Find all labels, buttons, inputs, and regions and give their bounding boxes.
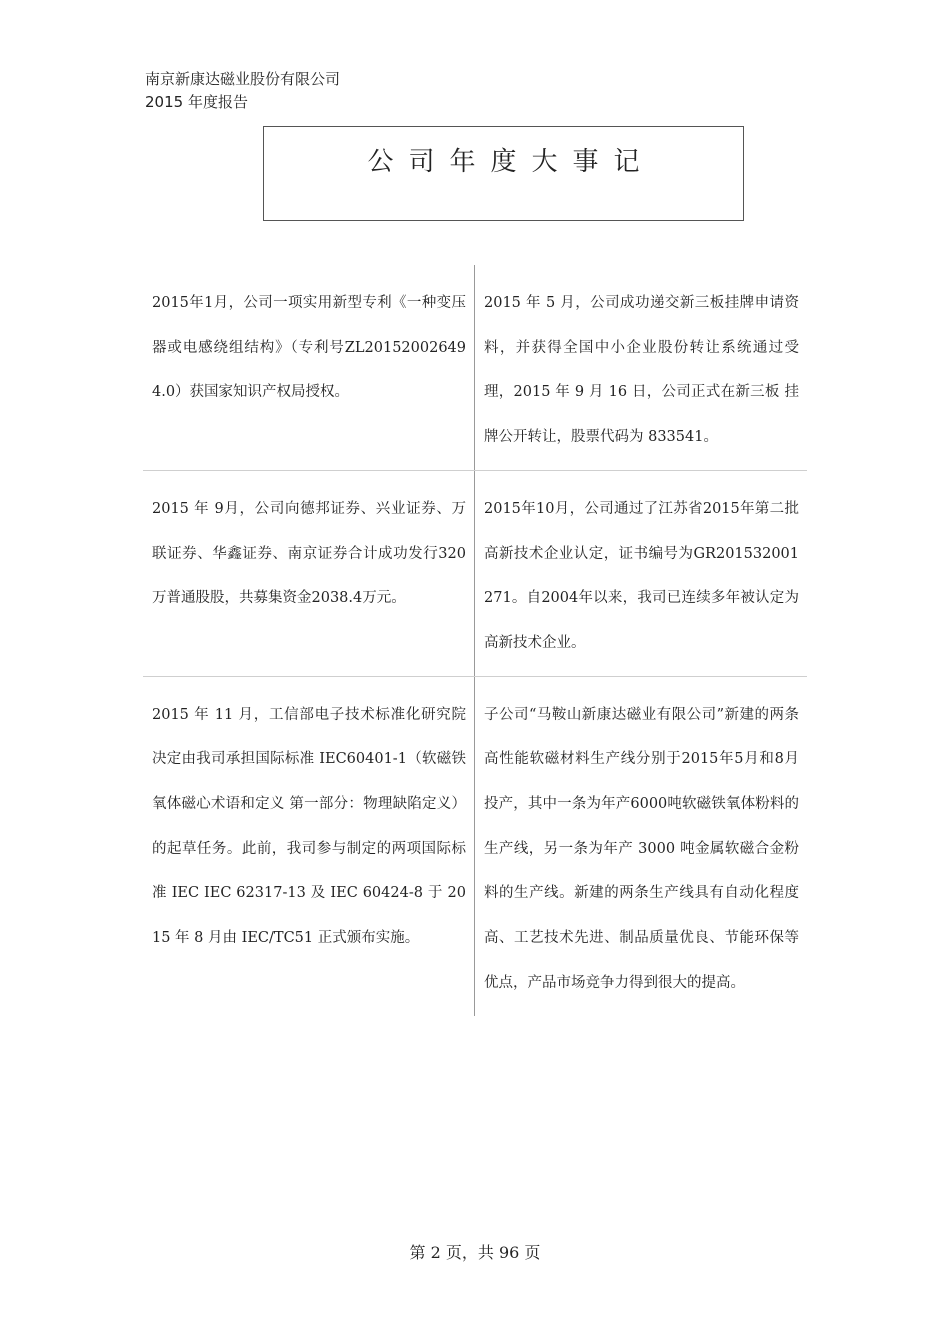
report-title: 2015 年度报告 xyxy=(145,93,248,111)
event-cell: 2015 年 9月，公司向德邦证券、兴业证券、万联证券、华鑫证券、南京证券合计成功发行320万普通股股，共募集资金2038.4万元。 xyxy=(143,471,475,676)
page-title: 公司年度大事记 xyxy=(367,147,655,177)
event-cell: 子公司“马鞍山新康达磁业有限公司”新建的两条高性能软磁材料生产线分别于2015年5月和8月投产，其中一条为年产6000吨软磁铁氧体粉料的生产线，另一条为年产 3000 吨金属软磁合金粉料的生产线。新建的两条生产线具有自动化程度高、工艺技术先进、制品质量优良、节能环保等优点，产品市场竞争力得到很大的提高。 xyxy=(484,706,799,991)
event-row xyxy=(143,471,807,677)
event-cell: 2015 年 5 月，公司成功递交新三板挂牌申请资料，并获得全国中小企业股份转让系统通过受理，2015 年 9 月 16 日，公司正式在新三板 挂牌公开转让，股票代码为 833541。 xyxy=(484,295,799,446)
page-number: 第 2 页，共 96 页 xyxy=(409,1243,541,1262)
event-row xyxy=(143,677,807,1016)
title-box xyxy=(263,126,744,221)
event-cell: 2015年10月，公司通过了江苏省2015年第二批高新技术企业认定，证书编号为GR201532001271。自2004年以来，我司已连续多年被认定为高新技术企业。 xyxy=(484,500,799,651)
event-cell: 2015年1月，公司一项实用新型专利《一种变压器或电感绕组结构》（专利号ZL201520026494.0）获国家知识产权局授权。 xyxy=(143,265,475,470)
company-name: 南京新康达磁业股份有限公司 xyxy=(145,70,341,88)
events-table xyxy=(143,265,807,1016)
page-header xyxy=(145,68,340,114)
event-row xyxy=(143,265,807,471)
event-cell: 2015 年 11 月，工信部电子技术标准化研究院决定由我司承担国际标准 IEC60401-1（软磁铁氧体磁心术语和定义 第一部分：物理缺陷定义）的起草任务。此前，我司参与制定的两项国际标准 IEC IEC 62317-13 及 IEC 60424-8 于 2015 年 8 月由 IEC/TC51 正式颁布实施。 xyxy=(143,677,475,1016)
